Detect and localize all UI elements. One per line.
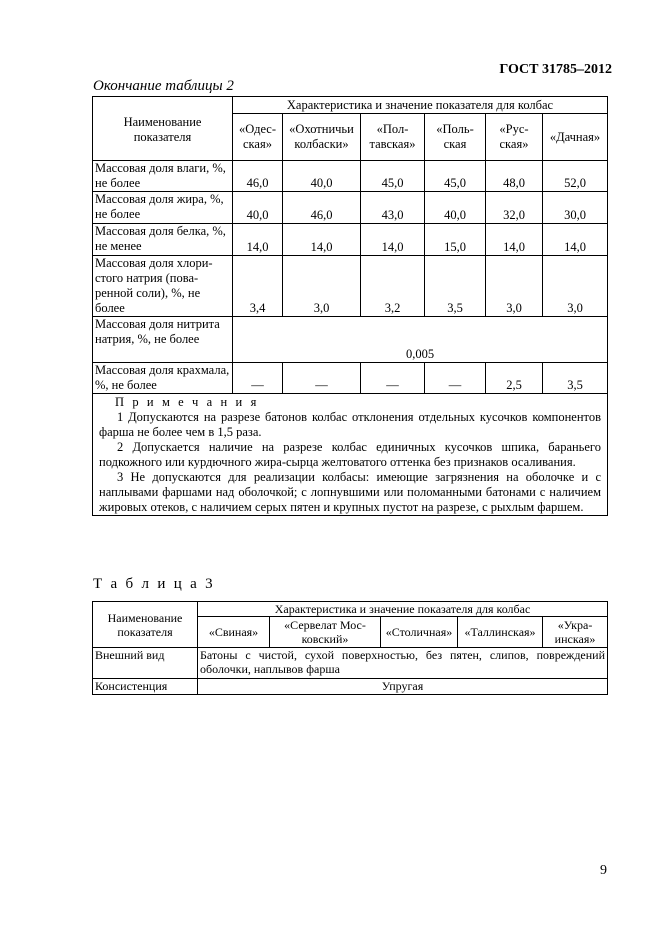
table-row bbox=[93, 363, 608, 394]
value-cell: 3,4 bbox=[233, 256, 283, 317]
value-cell: Упругая bbox=[198, 679, 608, 695]
value-cell: — bbox=[425, 363, 486, 394]
column-header: «Одесская» bbox=[233, 114, 283, 161]
indicator-name: Массовая доля влаги, %, не более bbox=[93, 161, 233, 192]
table-3-caption: Т а б л и ц а 3 bbox=[93, 576, 215, 592]
notes-row bbox=[93, 394, 608, 516]
table-3 bbox=[92, 601, 608, 695]
value-cell: 3,0 bbox=[543, 256, 608, 317]
notes-cell bbox=[93, 394, 608, 516]
column-header: «Свиная» bbox=[198, 617, 270, 648]
indicator-name: Массовая доля крахмала, %, не более bbox=[93, 363, 233, 394]
value-cell: 46,0 bbox=[283, 192, 361, 224]
note-item: 2 Допускается наличие на разрезе колбас единичных кусочков шпика, бараньего подкожного или курдючного жира-сырца желтоватого оттенка без признаков осаливания. bbox=[99, 440, 601, 469]
notes-heading: П р и м е ч а н и я bbox=[115, 395, 259, 409]
value-cell: 32,0 bbox=[486, 192, 543, 224]
value-cell: — bbox=[361, 363, 425, 394]
table-2-caption: Окончание таблицы 2 bbox=[93, 78, 234, 94]
value-cell: 48,0 bbox=[486, 161, 543, 192]
standard-designation: ГОСТ 31785–2012 bbox=[499, 62, 612, 77]
note-item: 3 Не допускаются для реализации колбасы: имеющие загрязнения на оболочке и с наплывами фаршами над оболочкой; с лопнувшими или поломанными батонами с наличием жировых отеков, с наличием серых пятен и крупных пустот на разрезе, с рыхлым фаршем. bbox=[99, 470, 601, 514]
note-item: 1 Допускаются на разрезе батонов колбас отклонения отдельных кусочков компонентов фарша не более чем в 1,5 раза. bbox=[99, 410, 601, 439]
table-2 bbox=[92, 96, 608, 516]
column-header: «Дачная» bbox=[543, 114, 608, 161]
merged-value-cell: 0,005 bbox=[233, 317, 608, 363]
column-header: «Столичная» bbox=[381, 617, 458, 648]
value-cell: 46,0 bbox=[233, 161, 283, 192]
column-header: «Польская bbox=[425, 114, 486, 161]
column-header: «Полтавская» bbox=[361, 114, 425, 161]
value-cell: 3,5 bbox=[425, 256, 486, 317]
table-row bbox=[93, 679, 608, 695]
table-row bbox=[93, 224, 608, 256]
value-cell: 45,0 bbox=[361, 161, 425, 192]
value-cell: — bbox=[283, 363, 361, 394]
group-header-cell: Характеристика и значение показателя для колбас bbox=[233, 97, 608, 114]
column-header: «Русская» bbox=[486, 114, 543, 161]
value-cell: 43,0 bbox=[361, 192, 425, 224]
value-cell: Батоны с чистой, сухой поверхностью, без пятен, слипов, повреждений оболочки, наплывов фарша bbox=[198, 648, 608, 679]
column-header: «Сервелат Московский» bbox=[270, 617, 381, 648]
value-cell: 40,0 bbox=[425, 192, 486, 224]
value-cell: 15,0 bbox=[425, 224, 486, 256]
group-header-cell: Характеристика и значение показателя для колбас bbox=[198, 602, 608, 617]
indicator-name: Массовая доля белка, %, не менее bbox=[93, 224, 233, 256]
indicator-name: Массовая доля хлористого натрия (поваренной соли), %, не более bbox=[93, 256, 233, 317]
table-row bbox=[93, 192, 608, 224]
value-cell: 3,2 bbox=[361, 256, 425, 317]
value-cell: 52,0 bbox=[543, 161, 608, 192]
table-row bbox=[93, 256, 608, 317]
value-cell: — bbox=[233, 363, 283, 394]
value-cell: 40,0 bbox=[233, 192, 283, 224]
table-row bbox=[93, 317, 608, 363]
value-cell: 3,0 bbox=[283, 256, 361, 317]
column-header: «Украинская» bbox=[543, 617, 608, 648]
indicator-name: Консистенция bbox=[93, 679, 198, 695]
indicator-name: Массовая доля нитрита натрия, %, не более bbox=[93, 317, 233, 363]
value-cell: 14,0 bbox=[283, 224, 361, 256]
value-cell: 14,0 bbox=[361, 224, 425, 256]
value-cell: 3,0 bbox=[486, 256, 543, 317]
value-cell: 14,0 bbox=[486, 224, 543, 256]
value-cell: 14,0 bbox=[543, 224, 608, 256]
page-number: 9 bbox=[600, 863, 607, 878]
value-cell: 30,0 bbox=[543, 192, 608, 224]
value-cell: 45,0 bbox=[425, 161, 486, 192]
table-row bbox=[93, 161, 608, 192]
row-header-cell: Наименование показателя bbox=[93, 97, 233, 161]
indicator-name: Массовая доля жира, %, не более bbox=[93, 192, 233, 224]
row-header-cell: Наименование показателя bbox=[93, 602, 198, 648]
value-cell: 2,5 bbox=[486, 363, 543, 394]
column-header: «Охотничьи колбаски» bbox=[283, 114, 361, 161]
value-cell: 14,0 bbox=[233, 224, 283, 256]
value-cell: 40,0 bbox=[283, 161, 361, 192]
column-header: «Таллинская» bbox=[458, 617, 543, 648]
value-cell: 3,5 bbox=[543, 363, 608, 394]
table-row bbox=[93, 648, 608, 679]
indicator-name: Внешний вид bbox=[93, 648, 198, 679]
